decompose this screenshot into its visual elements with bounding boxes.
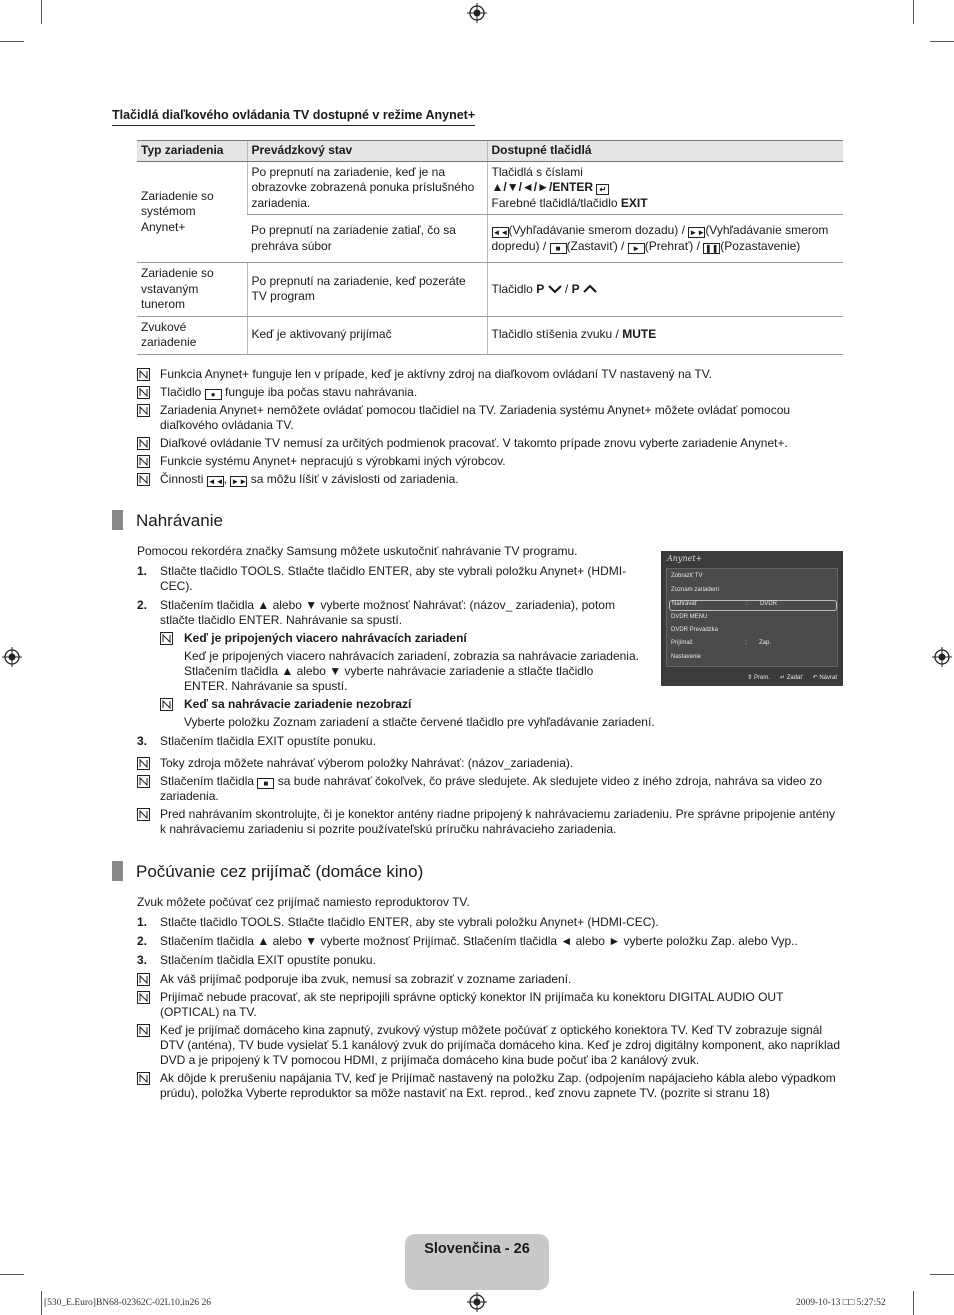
menu-separator: : [746, 601, 748, 607]
remote-keys-table [137, 140, 843, 355]
note-item [137, 756, 843, 771]
menu-hint-label: Zadať [786, 675, 803, 681]
menu-footer [747, 675, 837, 682]
menu-separator: : [745, 640, 747, 646]
menu-item-label: Zobraziť TV [671, 573, 703, 579]
print-slug-right: 2009-10-13 □□ 5:27:52 [796, 1298, 886, 1308]
sub-note-text: Keď je pripojených viacero nahrávacích zariadení, zobrazia sa nahrávacie zariadenia. Stlačením tlačidla ▲ alebo ▼ vyberte nahrávacie zariadenie a stlačte tlačidlo ENTER. Nahrávanie sa spustí. [184, 649, 639, 693]
section-title-recording [112, 510, 223, 530]
device-type-cell: Zariadenie so systémom Anynet+ [137, 161, 247, 263]
menu-item-label: Nahrávať [672, 601, 697, 607]
note-icon [137, 1024, 150, 1037]
note-icon [137, 757, 150, 770]
note-text: Prijímač nebude pracovať, ak ste nepripojili správne optický konektor IN prijímača ku konektoru DIGITAL AUDIO OUT (OPTICAL) na TV. [160, 990, 784, 1019]
section-title-text: Počúvanie cez prijímač (domáce kino) [136, 861, 424, 881]
menu-item-label: Prijímač [671, 640, 693, 646]
pause-icon: ❚❚ [705, 243, 719, 253]
keys-text: Tlačidlo stíšenia zvuku / [491, 327, 623, 342]
stop-icon: ■ [257, 778, 274, 789]
play-icon: ► [628, 243, 645, 254]
keys-line: Tlačidlá s číslami [491, 164, 583, 179]
step-number: 2. [137, 598, 148, 612]
table-header-row [137, 141, 843, 162]
rewind-icon: ◄◄ [207, 477, 224, 486]
note-text: Diaľkové ovládanie TV nemusí za určitých podmienok pracovať. V takomto prípade znovu vyberte zariadenie Anynet+. [160, 436, 788, 450]
receiver-steps [137, 915, 843, 972]
step-number: 2. [137, 934, 148, 948]
menu-item [669, 654, 837, 665]
menu-item-label: DVDR Prevádzka [671, 627, 719, 633]
crop-mark [0, 41, 24, 42]
updown-icon: ⇕ [747, 675, 753, 681]
stop-icon: ■ [550, 243, 567, 254]
menu-item [669, 587, 837, 598]
device-type-cell: Zariadenie so vstavaným tunerom [137, 263, 247, 317]
keys-cell [487, 263, 843, 317]
section-bar [112, 510, 123, 530]
table-header: Typ zariadenia [137, 141, 247, 162]
state-cell: Po prepnutí na zariadenie zatiaľ, čo sa prehráva súbor [247, 215, 487, 263]
note-text: Stlačením tlačidla [160, 774, 255, 788]
note-icon [137, 808, 150, 821]
chevron-down-icon [548, 284, 562, 294]
menu-hint-label: Návrat [819, 675, 837, 681]
note-item [137, 436, 843, 451]
page-number: Slovenčina - 26 [424, 1241, 530, 1257]
record-icon: ● [205, 389, 222, 400]
step-item [137, 953, 843, 968]
menu-hint-label: Prem. [753, 675, 770, 681]
recording-intro: Pomocou rekordéra značky Samsung môžete uskutočniť nahrávanie TV programu. [137, 544, 578, 558]
step-item [137, 564, 637, 594]
note-item [137, 1023, 843, 1068]
step-number: 3. [137, 953, 148, 967]
note-text: Zariadenia Anynet+ nemôžete ovládať pomocou tlačidiel na TV. Zariadenia systému Anynet+ môžete ovládať pomocou diaľkového ovládania TV. [160, 403, 791, 432]
channel-key: P [536, 281, 545, 296]
step-item [137, 934, 843, 949]
note-item [137, 807, 843, 837]
note-text: Funkcie systému Anynet+ nepracujú s výrobkami iných výrobcov. [160, 454, 506, 468]
note-icon [137, 775, 150, 788]
keys-text: Farebné tlačidlá/tlačidlo [491, 195, 621, 210]
step-text: Stlačením tlačidla ▲ alebo ▼ vyberte možnosť Nahrávať: (názov_ zariadenia), potom stlačte tlačidlo ENTER. Nahrávanie sa spustí. [160, 598, 615, 627]
step-item [137, 598, 655, 730]
crop-mark [0, 1274, 24, 1275]
step-text: Stlačením tlačidla EXIT opustíte ponuku. [160, 953, 376, 967]
note-text: funguje iba počas stavu nahrávania. [225, 385, 418, 399]
menu-item-label: Nastavenie [671, 654, 702, 660]
step-item [137, 734, 637, 749]
fast-forward-icon: ►► [231, 477, 248, 486]
exit-key: EXIT [620, 195, 648, 210]
step-number: 1. [137, 564, 148, 578]
anynet-logo: Anynet+ [667, 554, 703, 563]
note-item: Činnosti ◄◄, ►► sa môžu líšiť v závislosti od zariadenia. [137, 472, 843, 487]
note-icon [137, 973, 150, 986]
step-text: Stlačením tlačidla EXIT opustíte ponuku. [160, 734, 376, 748]
note-item [137, 454, 843, 469]
note-text: Ak váš prijímač podporuje iba zvuk, nemusí sa zobraziť v zozname zariadení. [160, 972, 572, 986]
section-title-receiver [112, 861, 423, 881]
note-item [137, 774, 843, 804]
keys-text: (Zastaviť) / [566, 238, 628, 253]
channel-key: P [571, 281, 580, 296]
sub-note-title: Keď je pripojených viacero nahrávacích zariadení [184, 631, 467, 645]
enter-icon: ↵ [779, 675, 786, 681]
note-text: sa môžu líšiť v závislosti od zariadenia. [250, 472, 459, 486]
registration-mark-icon [467, 3, 487, 23]
note-item [137, 972, 843, 987]
state-cell: Po prepnutí na zariadenie, keď je na obrazovke zobrazená ponuka príslušného zariadenia. [247, 161, 487, 215]
section-title-text: Nahrávanie [136, 510, 223, 530]
crop-mark [930, 1274, 954, 1275]
keys-text: Tlačidlo [491, 281, 537, 296]
menu-item-value: DVDR [760, 601, 778, 607]
note-icon [160, 632, 173, 645]
crop-mark [41, 0, 42, 24]
menu-item-selected [669, 600, 837, 611]
keys-text: (Pozastavenie) [720, 238, 801, 253]
menu-item-label: DVDR MENU [671, 614, 708, 620]
enter-icon: ↵ [596, 184, 609, 195]
mute-key: MUTE [622, 327, 657, 342]
registration-mark-icon [932, 647, 952, 667]
note-icon [137, 386, 150, 399]
keys-cell [487, 215, 843, 263]
table-row [137, 161, 843, 215]
table-row [137, 316, 843, 354]
note-icon [137, 368, 150, 381]
receiver-notes [137, 972, 843, 1104]
note-icon [137, 437, 150, 450]
note-text: Ak dôjde k prerušeniu napájania TV, keď je Prijímač nastavený na položku Zap. (odpojením napájacieho kábla alebo výpadkom prúdu), položka Vyberte reproduktor sa môže nastaviť na Ext. reprod., keď znovu zapnete TV. (pozrite si stranu 18) [160, 1071, 836, 1100]
keys-line [492, 180, 840, 196]
menu-item [669, 573, 837, 584]
note-item [137, 385, 843, 400]
step-text: Stlačte tlačidlo TOOLS. Stlačte tlačidlo ENTER, aby ste vybrali položku Anynet+ (HDMI-CEC). [160, 564, 627, 593]
crop-mark [913, 0, 914, 24]
section-bar [112, 861, 123, 881]
sub-note-text: Vyberte položku Zoznam zariadení a stlačte červené tlačidlo pre vyhľadávanie zariadení. [184, 715, 655, 729]
table-header: Prevádzkový stav [247, 141, 487, 162]
step-text: Stlačte tlačidlo TOOLS. Stlačte tlačidlo ENTER, aby ste vybrali položku Anynet+ (HDMI-CEC). [160, 915, 659, 929]
step-item [137, 915, 843, 930]
menu-item [669, 614, 837, 625]
crop-mark [913, 1291, 914, 1315]
receiver-intro: Zvuk môžete počúvať cez prijímač namiesto reproduktorov TV. [137, 895, 470, 909]
arrow-keys: ▲/▼/◄/►/ENTER [491, 180, 594, 194]
print-slug-left: [530_E.Euro]BN68-02362C-02L10.in26 26 [44, 1298, 212, 1308]
anynet-notes [137, 367, 843, 490]
registration-mark-icon [467, 1292, 487, 1312]
recording-steps [137, 564, 655, 753]
menu-hint [813, 675, 837, 682]
menu-item [669, 640, 837, 651]
note-text: Funkcia Anynet+ funguje len v prípade, keď je aktívny zdroj na diaľkovom ovládaní TV nastavený na TV. [160, 367, 712, 381]
keys-line [492, 196, 840, 212]
note-text: Činnosti [160, 472, 204, 486]
note-item [137, 1071, 843, 1101]
crop-mark [41, 1291, 42, 1315]
menu-item [669, 627, 837, 638]
sub-note [160, 631, 637, 646]
step-number: 3. [137, 734, 148, 748]
menu-item-value: Zap. [759, 640, 772, 646]
keys-text: (Prehrať) / [644, 238, 704, 253]
keys-cell [487, 161, 843, 215]
note-text: Tlačidlo [160, 385, 202, 399]
table-row [137, 263, 843, 317]
fast-forward-icon: ►► [689, 228, 706, 237]
keys-cell [487, 316, 843, 354]
note-text: sa bude nahrávať čokoľvek, čo práve sledujete. Ak sledujete video z iného zdroja, nahráva sa video zo zariadenia. [160, 774, 823, 803]
crop-mark [930, 41, 954, 42]
step-text: Stlačením tlačidla ▲ alebo ▼ vyberte možnosť Prijímač. Stlačením tlačidla ◄ alebo ► vyberte položku Zap. alebo Vyp.. [160, 934, 798, 948]
note-icon [137, 455, 150, 468]
menu-hint [747, 675, 770, 682]
menu-hint [780, 675, 803, 682]
note-item [137, 990, 843, 1020]
note-text: Keď je prijímač domáceho kina zapnutý, zvukový výstup môžete počúvať z optického konektora TV. Keď TV zobrazuje signál DTV (anténa), TV bude vysielať 5.1 kanálový zvuk do prijímača domáceho kina. Keď je zdroj digitálny komponent, ako napríklad DVD a je pripojený k TV pomocou HDMI, z prijímača domáceho kina bude počuť iba 2 kanálový zvuk. [160, 1023, 841, 1067]
return-icon: ↶ [812, 675, 818, 681]
note-text: Toky zdroja môžete nahrávať výberom položky Nahrávať: (názov_zariadenia). [160, 756, 574, 770]
note-item [137, 367, 843, 382]
note-icon [137, 404, 150, 417]
menu-item-label: Zoznam zariadení [671, 587, 720, 593]
note-text: Pred nahrávaním skontrolujte, či je konektor antény riadne pripojený k nahrávaciemu zariadeniu. Pre správne pripojenie antény k nahrávaciemu zariadeniu si pozrite používateľskú príručku nahrávacieho zariadenia. [160, 807, 836, 836]
registration-mark-icon [2, 647, 22, 667]
table-header: Dostupné tlačidlá [487, 141, 843, 162]
keys-text: (Vyhľadávanie smerom dozadu) / [508, 223, 689, 237]
note-icon [137, 991, 150, 1004]
remote-keys-heading: Tlačidlá diaľkového ovládania TV dostupné v režime Anynet+ [112, 108, 475, 126]
note-icon [137, 1072, 150, 1085]
note-icon [137, 473, 150, 486]
keys-text: / [561, 281, 572, 296]
keys-text: (Vyhľadávanie smerom dopredu) / [491, 223, 829, 253]
anynet-menu-panel [666, 568, 838, 667]
note-icon [160, 698, 173, 711]
chevron-up-icon [583, 284, 597, 294]
state-cell: Po prepnutí na zariadenie, keď pozeráte TV program [247, 263, 487, 317]
sub-note [160, 697, 637, 712]
sub-note-title: Keď sa nahrávacie zariadenie nezobrazí [184, 697, 412, 711]
rewind-icon: ◄◄ [492, 228, 509, 237]
step-number: 1. [137, 915, 148, 929]
state-cell: Keď je aktivovaný prijímač [247, 316, 487, 354]
device-type-cell: Zvukové zariadenie [137, 316, 247, 354]
anynet-menu-screenshot [661, 551, 843, 686]
note-item [137, 403, 843, 433]
recording-notes [137, 756, 843, 840]
